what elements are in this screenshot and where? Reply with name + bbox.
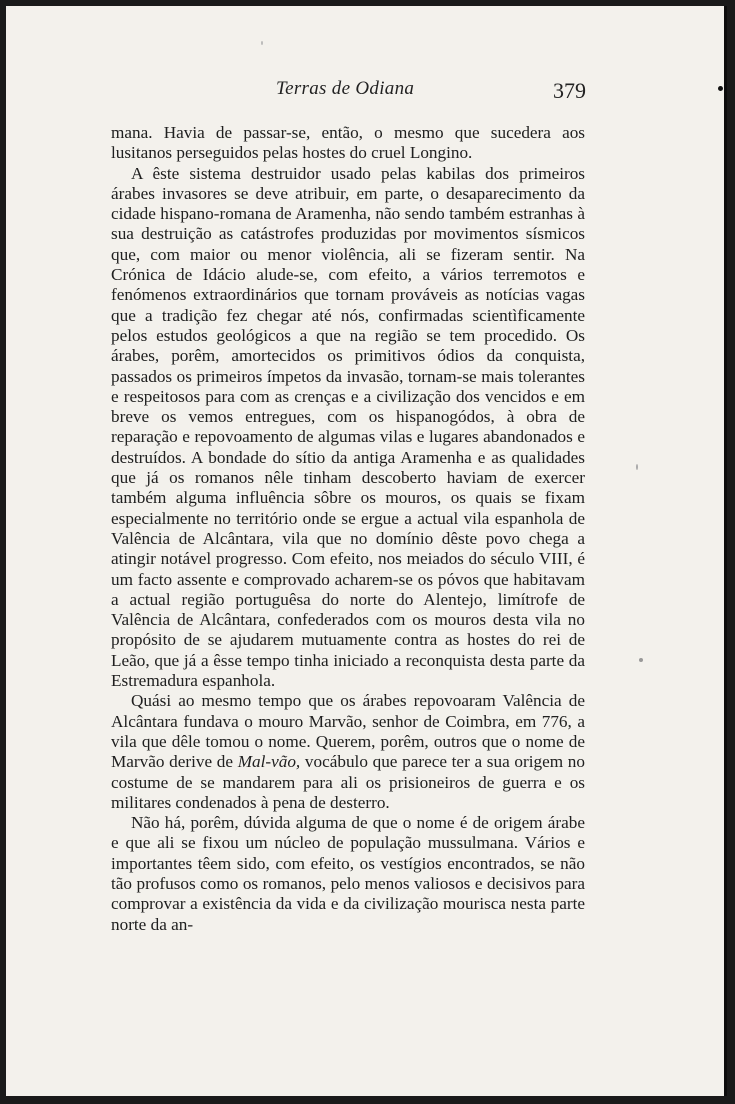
paragraph-3 xyxy=(111,691,585,813)
running-title: Terras de Odiana xyxy=(276,78,415,99)
page-number: 379 xyxy=(553,78,586,103)
scan-speck xyxy=(639,658,643,662)
scan-speck xyxy=(636,464,638,470)
italic-term: Mal-vão, xyxy=(237,752,301,772)
scanned-page xyxy=(6,6,727,1096)
paragraph-4: Não há, porêm, dúvida alguma de que o nome é de origem árabe e que ali se fixou um núcleo de população mussulmana. Vários e importantes têem sido, com efeito, os vestígios encontrados, se não tão profusos como os romanos, pelo menos valiosos e decisivos para comprovar a existência da vida e da civilização mourisca nesta parte norte da an- xyxy=(111,813,585,934)
scan-speck xyxy=(718,86,723,91)
paragraph-3-text-after: vocábulo que parece ter a sua origem no costume de se mandarem para ali os prisioneiros de guerra e os militares condenados à pena de desterro. xyxy=(111,752,585,812)
paragraph-1: mana. Havia de passar-se, então, o mesmo que sucedera aos lusitanos perseguidos pelas hostes do cruel Longino. xyxy=(111,123,585,163)
body-text xyxy=(111,123,585,935)
page-header xyxy=(6,78,724,106)
paragraph-2: A êste sistema destruidor usado pelas kabilas dos primeiros árabes invasores se deve atribuir, em parte, o desaparecimento da cidade hispano-romana de Aramenha, não sendo também estranhas à sua destruição as catástrofes produzidas por movimentos sísmicos que, com maior ou menor violência, ali se fizeram sentir. Na Crónica de Idácio alude-se, com efeito, a vários terremotos e fenómenos extraordinários que tornam prováveis as notícias vagas que a tradição fez chegar até nós, confirmadas scientìficamente pelos estudos geológicos a que na região se tem procedido. Os árabes, porêm, amortecidos os primitivos ódios da conquista, passados os primeiros ímpetos da invasão, tornam-se mais tolerantes e respeitosos para com as crenças e a civilização dos vencidos e em breve os vemos entregues, com os hispanogódos, à obra de reparação e repovoamento de algumas vilas e lugares abandonados e destruídos. A bondade do sítio da antiga Aramenha e as qualidades que já os romanos nêle tinham descoberto haviam de exercer também alguma influência sôbre os mouros, os quais se fixam especialmente no território onde se ergue a actual vila espanhola de Valência de Alcântara, vila que no domínio dêste povo chega a atingir notável progresso. Com efeito, nos meiados do século VIII, é um facto assente e comprovado acharem-se os póvos que habitavam a actual região portuguêsa do norte do Alentejo, limítrofe de Valência de Alcântara, confederados com os mouros desta vila no propósito de se ajudarem mutuamente contra as hostes do rei de Leão, que já a êsse tempo tinha iniciado a reconquista desta parte da Estremadura espanhola. xyxy=(111,163,585,691)
paragraph-3-text-before: Quási ao mesmo tempo que os árabes repovoaram Valência de Alcântara fundava o mouro Marvão, senhor de Coimbra, em 776, a vila que dêle tomou o nome. Querem, porêm, outros que o nome de Marvão derive de xyxy=(111,691,585,772)
scan-speck xyxy=(261,41,263,45)
